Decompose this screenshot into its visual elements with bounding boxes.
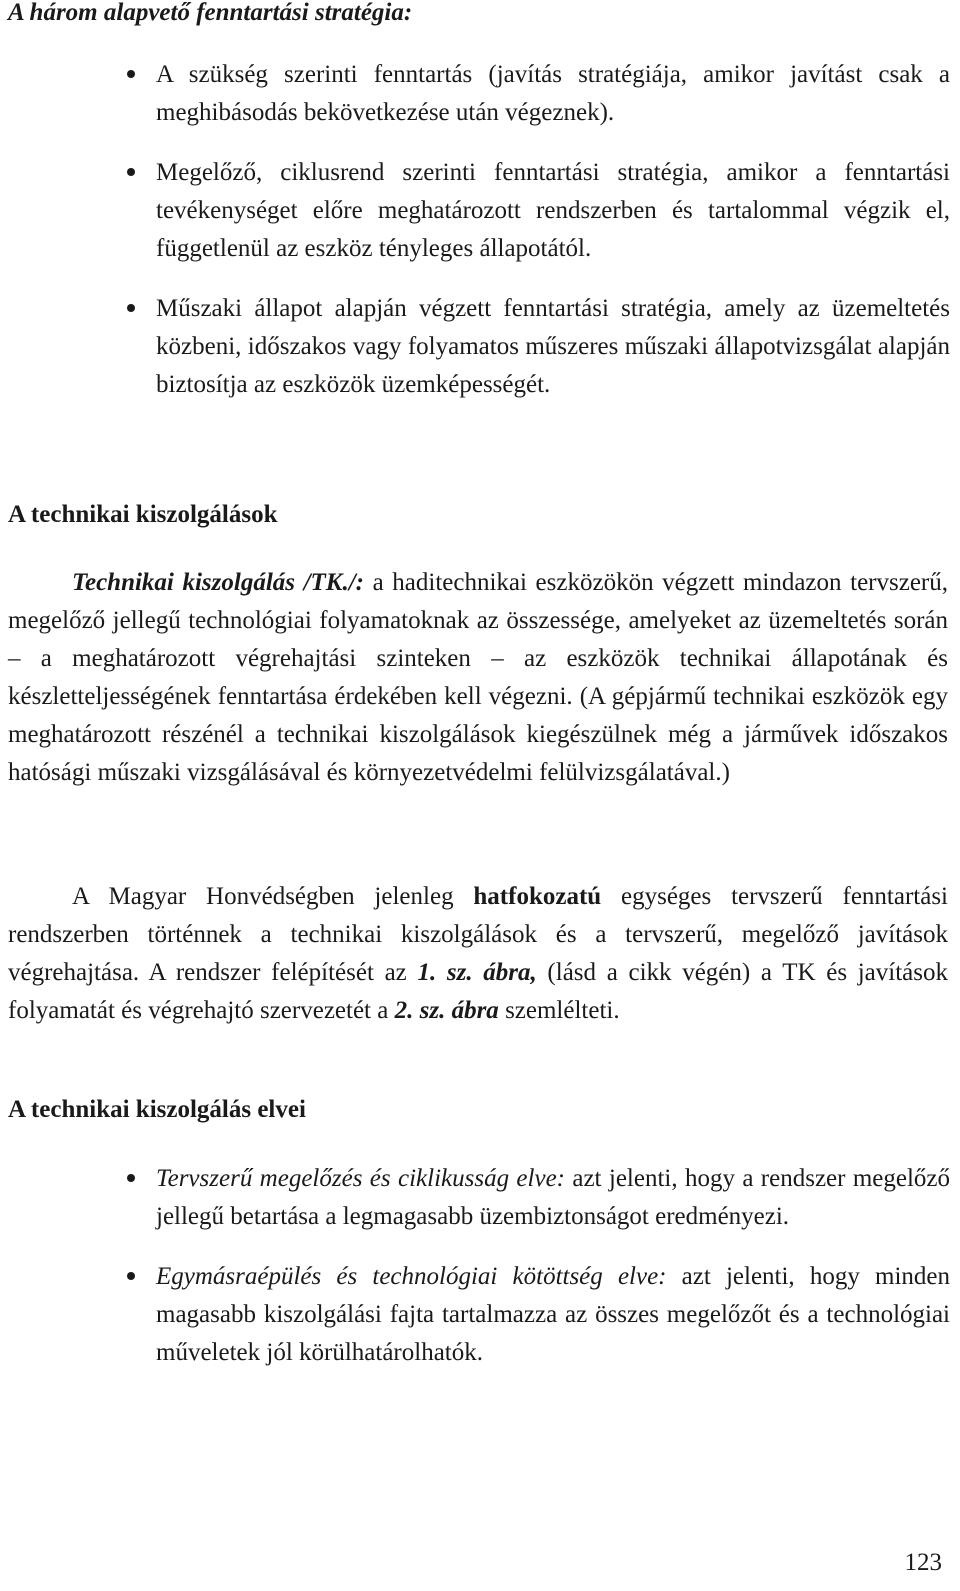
principle-term: Egymásraépülés és technológiai kötöttség elve: [156, 1263, 667, 1290]
page-number: 123 [904, 1549, 942, 1576]
tech-heading: A technikai kiszolgálások [8, 501, 278, 528]
hungary-text-4: szemlélteti. [498, 997, 620, 1024]
principle-text: azt jelenti, hogy minden magasabb kiszolgálási fajta tartalmazza az összes megelőzőt és a technológiai műveletek jól körülhatárolhatók. [156, 1263, 950, 1366]
list-item [0, 1258, 960, 1372]
list-item [0, 1160, 960, 1236]
tech-term: Technikai kiszolgálás /TK./: [72, 569, 364, 596]
strategies-heading: A három alapvető fenntartási stratégia: [8, 0, 413, 26]
principle-text: azt jelenti, hogy a rendszer megelőző jellegű betartása a legmagasabb üzembiztonságot eredményezi. [156, 1165, 951, 1230]
list-item: A szükség szerinti fenntartás (javítás stratégiája, amikor javítást csak a meghibásodás bekövetkezése után végeznek). [0, 56, 960, 132]
list-item: Műszaki állapot alapján végzett fenntartási stratégia, amely az üzemeltetés közbeni, időszakos vagy folyamatos műszeres műszaki állapotvizsgálat alapján biztosítja az eszközök üzemképességét. [0, 290, 960, 404]
principles-list [0, 1160, 960, 1372]
principle-term: Tervszerű megelőzés és ciklikusság elve: [156, 1165, 565, 1192]
hungary-text-1: A Magyar Honvédségben jelenleg [72, 883, 474, 910]
hungary-text-2: egységes tervszerű fenntartási rendszerben történnek a technikai kiszolgálások és a tervszerű, megelőző javítások végrehajtása. A rendszer felépítését az [8, 883, 948, 986]
figure-ref-2-abra: ábra [445, 997, 499, 1024]
hungary-text-3: (lásd a cikk végén) a TK és javítások folyamatát és végrehajtó szervezetét a [8, 959, 948, 1024]
list-item: Megelőző, ciklusrend szerinti fenntartási stratégia, amikor a fenntartási tevékenységet előre meghatározott rendszerben és tartalommal végzik el, függetlenül az eszköz tényleges állapotától. [0, 154, 960, 268]
tech-paragraph [8, 564, 948, 792]
figure-ref-2: 2. sz. [394, 997, 446, 1024]
figure-ref-1: 1. sz. ábra, [417, 959, 537, 986]
hungary-paragraph [8, 878, 948, 1030]
tech-definition: a haditechnikai eszközökön végzett mindazon tervszerű, megelőző jellegű technológiai folyamatoknak az összessége, amelyeket az üzemeltetés során – a meghatározott végrehajtási szinteken – az eszközök technikai állapotának és készletteljességének fenntartása érdekében kell végezni. (A gépjármű technikai eszközök egy meghatározott részénél a technikai kiszolgálások kiegészülnek még a járművek időszakos hatósági műszaki vizsgálásával és környezetvédelmi felülvizsgálatával.) [8, 569, 948, 786]
principles-heading: A technikai kiszolgálás elvei [8, 1096, 306, 1123]
strategies-list [0, 56, 960, 404]
hungary-bold-term: hatfokozatú [473, 883, 602, 910]
